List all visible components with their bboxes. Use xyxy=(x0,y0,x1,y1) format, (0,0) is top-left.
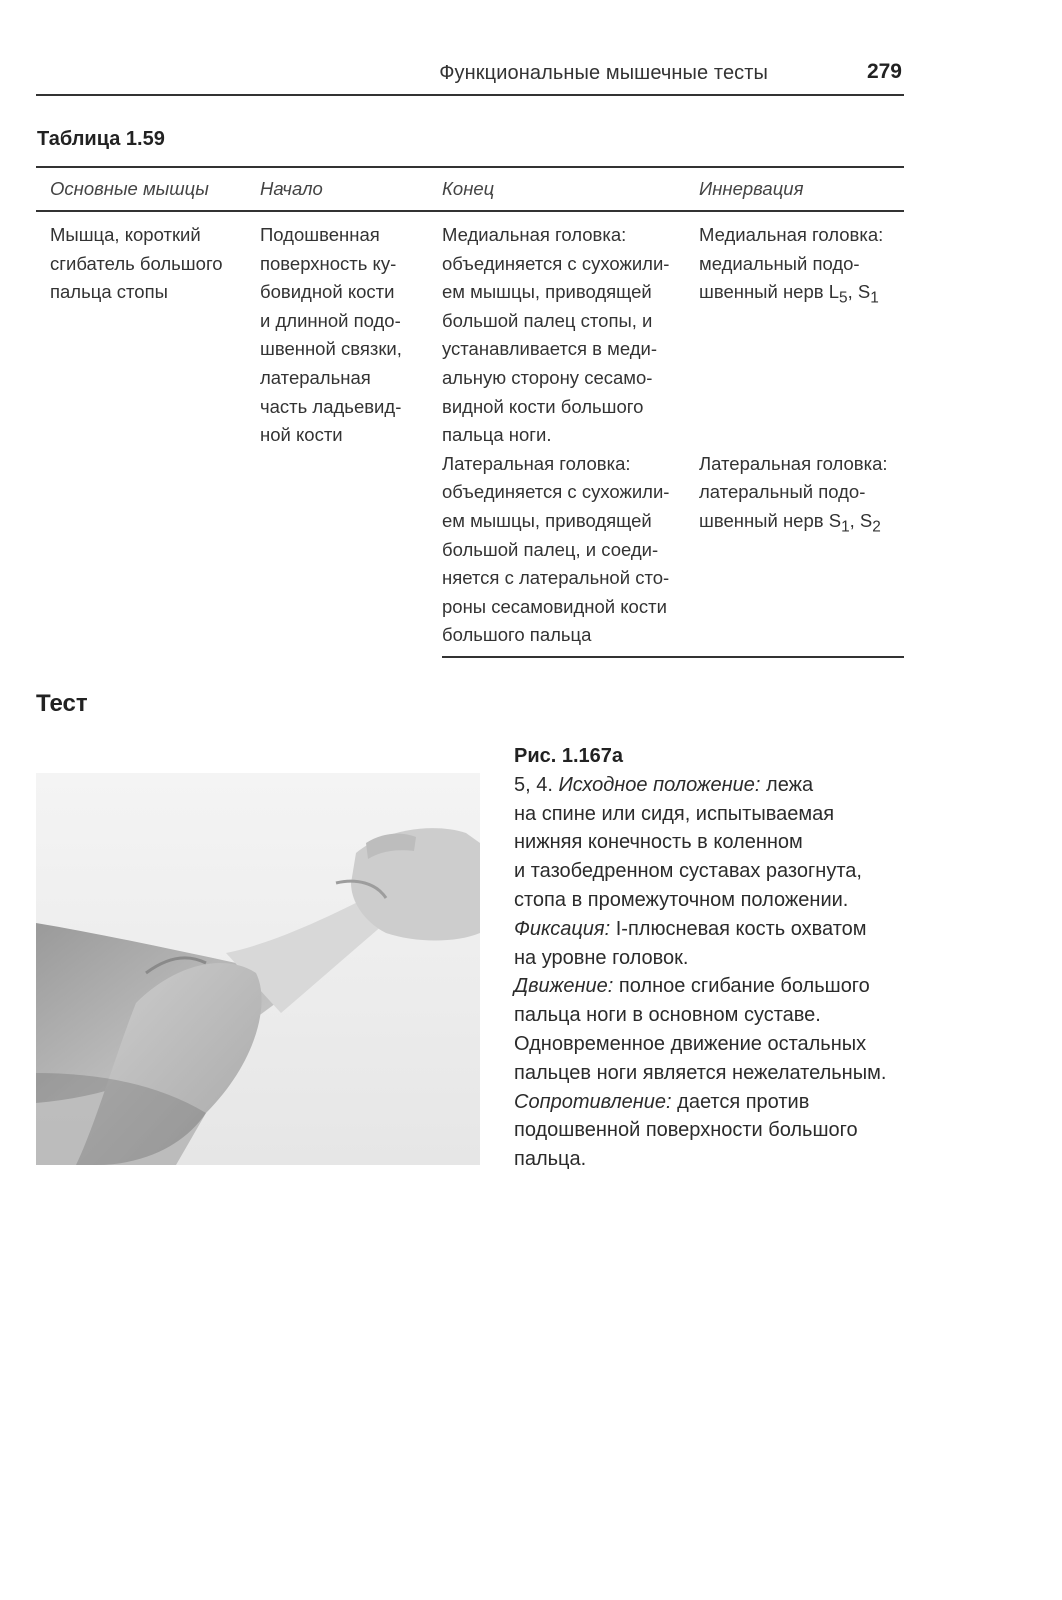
cell-line: швенной связки, xyxy=(260,338,402,360)
cell-line-nerve xyxy=(699,507,904,542)
resistance-label: Сопротивление: xyxy=(514,1090,672,1113)
fixation-text: I-плюсневая кость охватом xyxy=(610,917,867,940)
section-heading: Тест xyxy=(36,690,88,717)
cell-line: большого пальца xyxy=(442,624,592,646)
cell-line: ем мышцы, приводящей xyxy=(442,281,652,303)
muscle-table xyxy=(36,166,904,658)
cell-line: и длинной подо- xyxy=(260,309,401,331)
figure-line: пальцев ноги является нежелательным. xyxy=(514,1061,887,1084)
cell-line: сгибатель большого xyxy=(50,252,223,274)
cell-line: медиальный подо- xyxy=(699,252,860,274)
cell-line: объединяется с сухожили- xyxy=(442,481,670,503)
column-header-innervation: Иннервация xyxy=(699,167,904,211)
table-caption: Таблица 1.59 xyxy=(37,128,165,150)
cell-line: часть ладьевид- xyxy=(260,395,402,417)
start-prefix: 5, 4. xyxy=(514,773,559,796)
nerve-subscript: 5 xyxy=(839,289,848,307)
cell-line: устанавливается в меди- xyxy=(442,338,657,360)
figure-line: стопа в промежуточном положении. xyxy=(514,888,849,911)
cell-line: пальца стопы xyxy=(50,281,168,303)
running-title: Функциональные мышечные тесты xyxy=(439,62,768,84)
cell-origin xyxy=(260,211,442,657)
figure-line: Одновременное движение остальных xyxy=(514,1032,867,1055)
start-label: Исходное положение: xyxy=(558,773,761,796)
cell-line: Латеральная головка: xyxy=(699,452,888,474)
figure-line: нижняя конечность в коленном xyxy=(514,831,803,854)
cell-line: бовидной кости xyxy=(260,281,395,303)
figure-label: Рис. 1.167а xyxy=(514,745,624,767)
cell-line: видной кости большого xyxy=(442,395,644,417)
nerve-subscript: 2 xyxy=(872,518,881,536)
cell-line: латеральный подо- xyxy=(699,481,866,503)
figure-line: пальца. xyxy=(514,1148,587,1171)
cell-innervation-lateral xyxy=(699,450,904,657)
nerve-separator: , S xyxy=(847,281,871,303)
figure-line xyxy=(514,1088,914,1117)
resistance-text: дается против xyxy=(671,1090,810,1113)
column-header-insertion: Конец xyxy=(442,167,699,211)
figure-line xyxy=(514,915,914,944)
start-text: лежа xyxy=(760,773,814,796)
column-header-muscles: Основные мышцы xyxy=(36,167,260,211)
cell-innervation-medial xyxy=(699,211,904,450)
nerve-subscript: 1 xyxy=(841,518,850,536)
table-header-row xyxy=(36,167,904,211)
cell-line: альную сторону сесамо- xyxy=(442,366,653,388)
cell-line: большой палец стопы, и xyxy=(442,309,653,331)
cell-line: Медиальная головка: xyxy=(442,224,627,245)
figure-line: пальца ноги в основном суставе. xyxy=(514,1004,821,1027)
cell-line: поверхность ку- xyxy=(260,252,397,274)
cell-line: няется с латеральной сто- xyxy=(442,567,670,589)
cell-line: Мышца, короткий xyxy=(50,224,201,245)
figure-caption xyxy=(514,742,914,1174)
nerve-text: швенный нерв S xyxy=(699,509,842,531)
cell-line: ной кости xyxy=(260,424,343,446)
cell-line: большой палец, и соеди- xyxy=(442,538,659,560)
cell-line: Медиальная головка: xyxy=(699,224,884,245)
cell-line: латеральная xyxy=(260,366,371,388)
figure-line xyxy=(514,771,914,800)
hand-foot-illustration xyxy=(36,773,480,1165)
cell-line: Подошвенная xyxy=(260,224,380,245)
figure-line: на уровне головок. xyxy=(514,946,689,969)
figure-line: на спине или сидя, испытываемая xyxy=(514,802,835,825)
column-header-origin: Начало xyxy=(260,167,442,211)
cell-line-nerve xyxy=(699,278,904,313)
cell-insertion-medial xyxy=(442,211,699,450)
nerve-text: швенный нерв L xyxy=(699,281,840,303)
cell-insertion-lateral xyxy=(442,450,699,657)
movement-label: Движение: xyxy=(514,975,614,998)
movement-text: полное сгибание большого xyxy=(613,975,870,998)
cell-line: ем мышцы, приводящей xyxy=(442,509,652,531)
cell-line: пальца ноги. xyxy=(442,424,552,446)
fixation-label: Фиксация: xyxy=(514,917,611,940)
figure-line: подошвенной поверхности большого xyxy=(514,1119,858,1142)
running-header xyxy=(36,58,904,96)
table-row xyxy=(36,211,904,450)
cell-line: объединяется с сухожили- xyxy=(442,252,670,274)
nerve-subscript: 1 xyxy=(870,289,879,307)
figure-line: и тазобедренном суставах разогнута, xyxy=(514,860,862,883)
page-number: 279 xyxy=(866,60,902,83)
figure-line xyxy=(514,972,914,1001)
nerve-separator: , S xyxy=(849,509,873,531)
cell-muscle xyxy=(36,211,260,657)
cell-line: роны сесамовидной кости xyxy=(442,595,667,617)
test-photo xyxy=(36,773,480,1165)
cell-line: Латеральная головка: xyxy=(442,452,631,474)
